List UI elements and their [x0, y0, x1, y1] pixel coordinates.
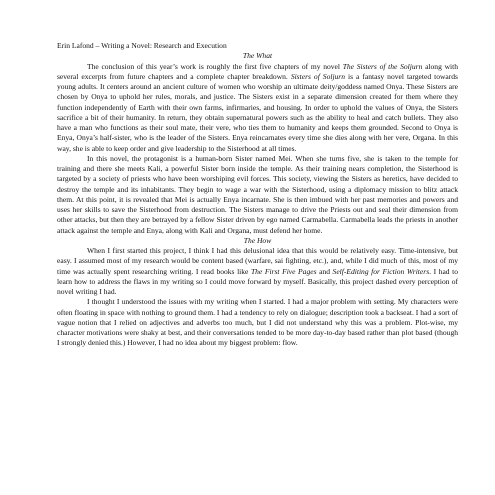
italic-title: The Sisters of the Soljurn: [342, 61, 423, 71]
document-title: Erin Lafond – Writing a Novel: Research and Execution: [57, 41, 227, 50]
paragraph: I thought I understood the issues with my writing when I started. I had a major problem with setting. My characters were often floating in space with nothing to ground them. I had a tendency to rely on dialogue; description took a backseat. I had a sort of vague notion that I relied on adjectives and adverbs too much, but I did not understand why this was a problem. Plot-wise, my character motivations were shaky at best, and their conversations tended to be more day-to-day based rather than plot based (though I strongly denied this.) However, I had no idea about my biggest problem: flow.: [57, 297, 458, 348]
section-the-what: [57, 51, 458, 236]
paragraph: The conclusion of this year’s work is roughly the first five chapters of my novel The Sisters of the Soljurn along with several excerpts from future chapters and a complete chapter breakdown. Sisters of Soljurn is a fantasy novel targeted towards young adults. It centers around an ancient culture of women who worship an ultimate deity/goddess named Onya. These Sisters are chosen by Onya to uphold her rules, morals, and justice. The Sisters exist in a separate dimension created for them where they function independently of Earth with their own farms, infirmaries, and housing. In order to uphold the values of Onya, the Sisters sacrifice a bit of their humanity. In return, they obtain supernatural powers such as the ability to heal and catch bullets. They also have a man who functions as their soul mate, their vere, who ties them to humanity and keeps them grounded. Second to Onya is Enya, Onya’s half-sister, who is the leader of the Sisters. Enya reincarnates every time she dies along with her vere, Organa. In this way, she is able to keep order and give leadership to the Sisterhood at all times.: [57, 61, 458, 153]
section-the-how: [57, 236, 458, 349]
paragraph: In this novel, the protagonist is a human-born Sister named Mei. When she turns five, she is taken to the temple for training and there she meets Kali, a powerful Sister born inside the temple. As their training nears completion, the Sisterhood is targeted by a society of priests who have been worshiping evil forces. This society, viewing the Sisters as heretics, have decided to destroy the temple and its inhabitants. They begin to wage a war with the Sisterhood, using a diplomacy mission to blitz attack them. At this point, it is revealed that Mei is actually Enya incarnate. She is then imbued with her past memories and powers and uses her skills to save the Sisterhood from destruction. The Sisters manage to drive the Priests out and seal their dimension from other attacks, but then they are betrayed by a fellow Sister driven by ego named Carmabella. Carmabella leads the priests in another attack against the temple and Enya, along with Kali and Organa, must defend her home.: [57, 153, 458, 235]
paragraph: When I first started this project, I think I had this delusional idea that this would be relatively easy. Time-intensive, but easy. I assumed most of my research would be content based (warfare, sai fighting, etc.), and, while I did much of this, most of my time was actually spent researching writing. I read books like The First Five Pages and Self-Editing for Fiction Writers. I had to learn how to address the flaws in my writing so I could move forward by myself. Basically, this project dashed every perception of novel writing I had.: [57, 246, 459, 296]
italic-title: The First Five Pages: [250, 266, 317, 276]
italic-title: Self-Editing for Fiction Writers: [332, 266, 430, 276]
italic-title: Sisters of Soljurn: [290, 71, 346, 81]
section-heading: The What: [242, 51, 273, 61]
section-heading: The How: [243, 235, 272, 245]
